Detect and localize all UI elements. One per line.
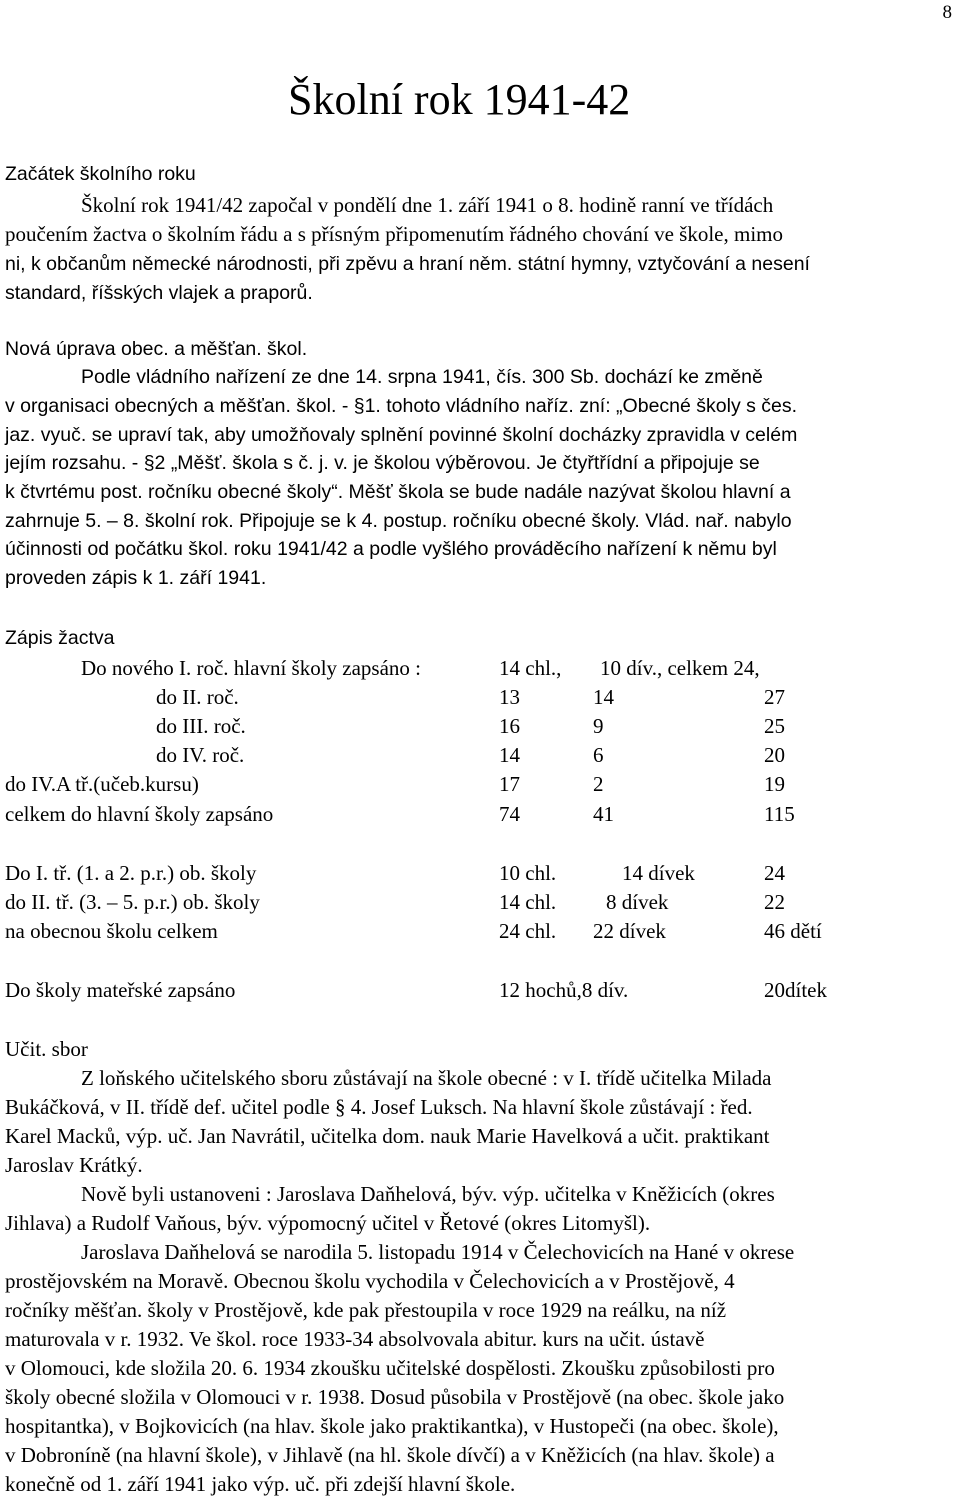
text-line: jejím rozsahu. - §2 „Měšť. škola s č. j. v. je školou výběrovou. Je čtyřtřídní a připojuje se bbox=[5, 452, 760, 474]
text-line: Z loňského učitelského sboru zůstávají na škole obecné : v I. třídě učitelka Milada bbox=[81, 1066, 772, 1090]
text-line: konečně od 1. září 1941 jako výp. uč. při zdejší hlavní škole. bbox=[5, 1472, 516, 1496]
text-line: v Olomouci, kde složila 20. 6. 1934 zkoušku učitelské dospělosti. Zkoušku způsobilosti pro bbox=[5, 1356, 775, 1380]
text-line: v organisaci obecných a měšťan. škol. - §1. tohoto vládního naříz. zní: „Obecné školy s čes. bbox=[5, 395, 798, 417]
enrollment-total: 20 bbox=[764, 743, 785, 767]
enrollment-label: Do školy mateřské zapsáno bbox=[5, 978, 236, 1002]
text-line: školy obecné složila v Olomouci v r. 1938. Dosud působila v Prostějově (na obec. škole jako bbox=[5, 1385, 785, 1409]
text-line: maturovala v r. 1932. Ve škol. roce 1933-34 absolvovala abitur. kurs na učit. ústavě bbox=[5, 1327, 705, 1351]
enrollment-girls: 6 bbox=[593, 743, 604, 767]
enrollment-total: 22 bbox=[764, 890, 785, 914]
enrollment-boys: 14 bbox=[499, 743, 520, 767]
enrollment-boys: 17 bbox=[499, 772, 520, 796]
enrollment-girls: 14 bbox=[593, 685, 614, 709]
section-heading-school-year-start: Začátek školního roku bbox=[5, 163, 196, 185]
text-line: ročníky měšťan. školy v Prostějově, kde pak přestoupila v roce 1929 na reálku, na níž bbox=[5, 1298, 727, 1322]
text-line: jaz. vyuč. se upraví tak, aby umožňovaly splnění povinné školní docházky zpravidla v celém bbox=[5, 424, 798, 446]
enrollment-boys: 74 bbox=[499, 802, 520, 826]
enrollment-girls: 22 dívek bbox=[593, 919, 666, 943]
text-line: Nově byli ustanoveni : Jaroslava Daňhelová, býv. výp. učitelka v Kněžicích (okres bbox=[81, 1182, 775, 1206]
enrollment-label: do II. tř. (3. – 5. p.r.) ob. školy bbox=[5, 890, 260, 914]
enrollment-total: 25 bbox=[764, 714, 785, 738]
enrollment-girls: 2 bbox=[593, 772, 604, 796]
text-line: standard, říšských vlajek a praporů. bbox=[5, 282, 313, 304]
enrollment-boys: 12 hochů,8 dív. bbox=[499, 978, 629, 1002]
enrollment-label: Do I. tř. (1. a 2. p.r.) ob. školy bbox=[5, 861, 257, 885]
text-line: účinnosti od počátku škol. roku 1941/42 a podle vyšlého prováděcího nařízení k němu byl bbox=[5, 538, 777, 560]
text-line: hospitantka), v Bojkovicích (na hlav. škole jako praktikantka), v Hustopeči (na obec. škole), bbox=[5, 1414, 779, 1438]
text-line: k čtvrtému post. ročníku obecné školy“. Měšť škola se bude nadále nazývat školou hlavní a bbox=[5, 481, 791, 503]
enrollment-label: na obecnou školu celkem bbox=[5, 919, 218, 943]
enrollment-label: do IV.A tř.(učeb.kursu) bbox=[5, 772, 199, 796]
section-heading-teaching-staff: Učit. sbor bbox=[5, 1037, 88, 1061]
enrollment-boys: 14 chl. bbox=[499, 890, 557, 914]
enrollment-boys: 24 chl. bbox=[499, 919, 557, 943]
text-line: Jaroslav Krátký. bbox=[5, 1153, 143, 1177]
enrollment-label: do III. roč. bbox=[156, 714, 246, 738]
page-number: 8 bbox=[942, 2, 952, 23]
enrollment-label: celkem do hlavní školy zapsáno bbox=[5, 802, 274, 826]
enrollment-label: do II. roč. bbox=[156, 685, 239, 709]
text-line: zahrnuje 5. – 8. školní rok. Připojuje se k 4. postup. ročníku obecné školy. Vlád. nař. nabylo bbox=[5, 510, 792, 532]
text-line: Jihlava) a Rudolf Vaňous, býv. výpomocný učitel v Řetové (okres Litomyšl). bbox=[5, 1211, 651, 1235]
page-title: Školní rok 1941-42 bbox=[288, 75, 631, 124]
enrollment-girls: 8 dívek bbox=[606, 890, 669, 914]
enrollment-girls: 41 bbox=[593, 802, 614, 826]
enrollment-boys: 14 chl., bbox=[499, 656, 562, 680]
enrollment-boys: 16 bbox=[499, 714, 520, 738]
text-line: Podle vládního nařízení ze dne 14. srpna 1941, čís. 300 Sb. dochází ke změně bbox=[81, 366, 763, 388]
text-line: proveden zápis k 1. září 1941. bbox=[5, 567, 267, 589]
enrollment-total: 19 bbox=[764, 772, 785, 796]
enrollment-girls: 10 dív., celkem 24, bbox=[600, 656, 760, 680]
section-heading-school-reform: Nová úprava obec. a měšťan. škol. bbox=[5, 338, 308, 360]
text-line: Jaroslava Daňhelová se narodila 5. listopadu 1914 v Čelechovicích na Hané v okrese bbox=[81, 1240, 795, 1264]
text-line: Školní rok 1941/42 započal v pondělí dne 1. září 1941 o 8. hodině ranní ve třídách bbox=[81, 193, 774, 217]
section-heading-enrollment: Zápis žactva bbox=[5, 627, 115, 649]
text-line: v Dobroníně (na hlavní škole), v Jihlavě (na hl. škole dívčí) a v Kněžicích (na hlav. škole) a bbox=[5, 1443, 775, 1467]
enrollment-total: 115 bbox=[764, 802, 795, 826]
enrollment-total: 24 bbox=[764, 861, 785, 885]
text-line: prostějovském na Moravě. Obecnou školu vychodila v Čelechovicích a v Prostějově, 4 bbox=[5, 1269, 735, 1293]
enrollment-girls: 9 bbox=[593, 714, 604, 738]
text-line: poučením žactva o školním řádu a s přísným připomenutím řádného chování ve škole, mimo bbox=[5, 222, 783, 246]
text-line: ni, k občanům německé národnosti, při zpěvu a hraní něm. státní hymny, vztyčování a nesení bbox=[5, 253, 810, 275]
enrollment-total: 46 dětí bbox=[764, 919, 822, 943]
enrollment-label: do IV. roč. bbox=[156, 743, 245, 767]
enrollment-label: Do nového I. roč. hlavní školy zapsáno : bbox=[81, 656, 422, 680]
enrollment-girls: 14 dívek bbox=[622, 861, 695, 885]
enrollment-total: 27 bbox=[764, 685, 785, 709]
enrollment-boys: 10 chl. bbox=[499, 861, 557, 885]
text-line: Karel Macků, výp. uč. Jan Navrátil, učitelka dom. nauk Marie Havelková a učit. praktikant bbox=[5, 1124, 770, 1148]
text-line: Bukáčková, v II. třídě def. učitel podle § 4. Josef Luksch. Na hlavní škole zůstávají : řed. bbox=[5, 1095, 753, 1119]
enrollment-boys: 13 bbox=[499, 685, 520, 709]
enrollment-total: 20dítek bbox=[764, 978, 827, 1002]
